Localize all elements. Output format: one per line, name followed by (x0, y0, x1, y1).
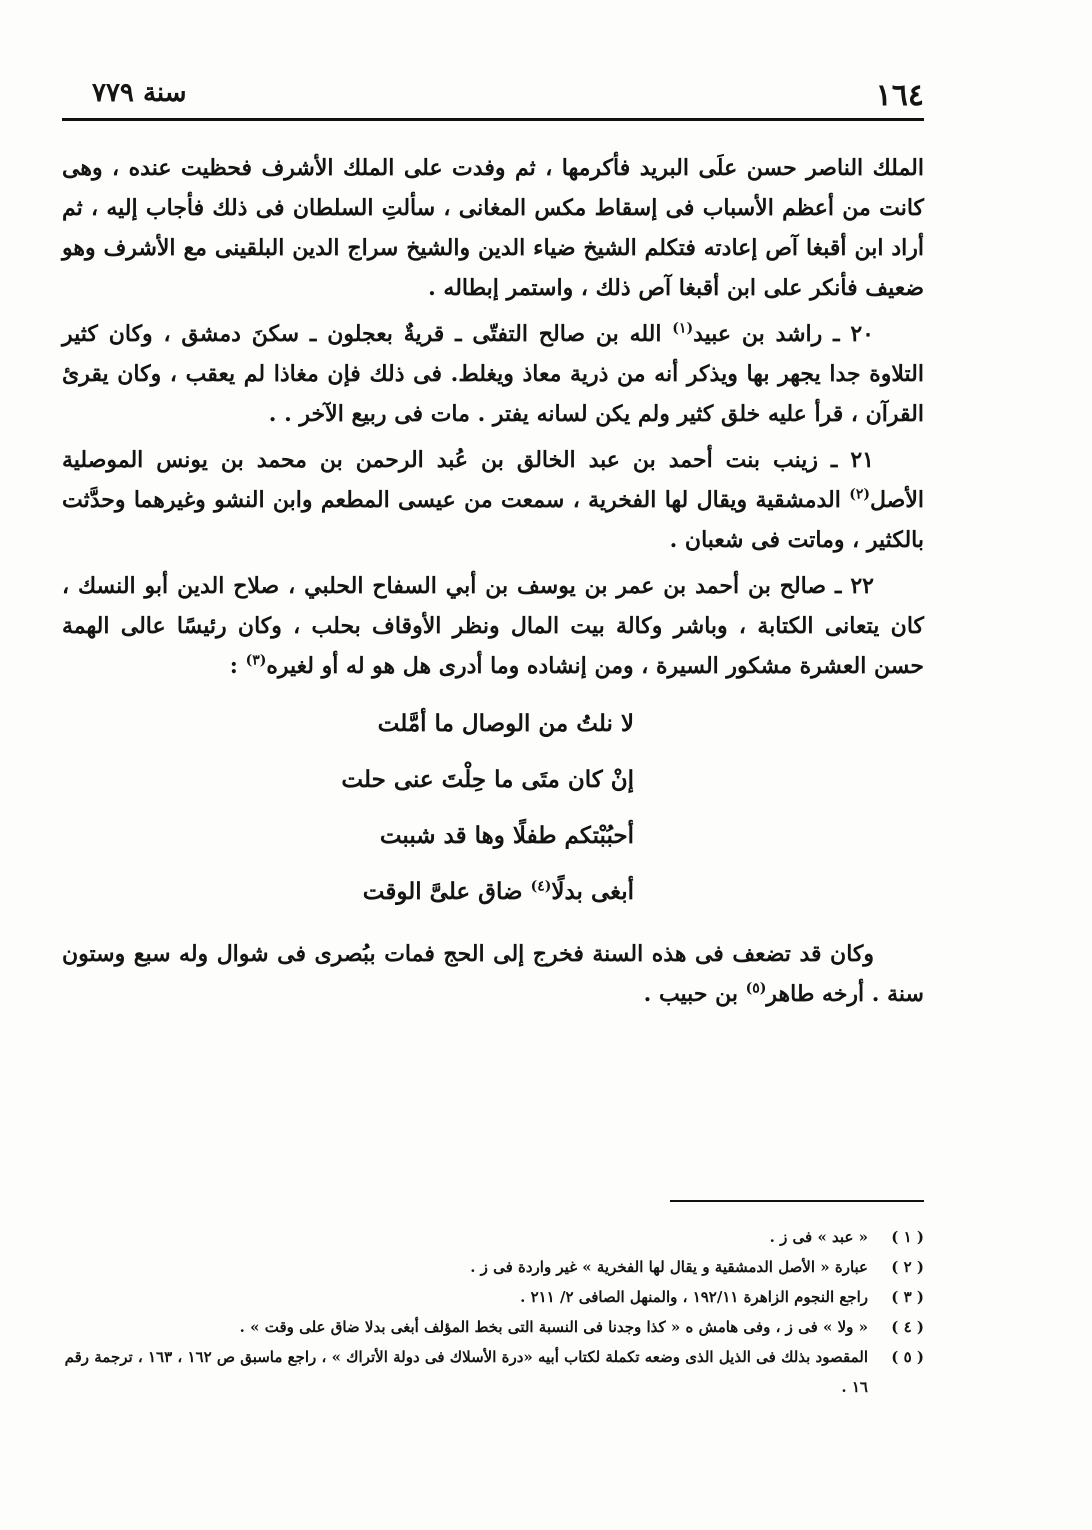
page-header (62, 72, 924, 122)
footnote-marker: ( ٥ ) (891, 1348, 924, 1366)
footnote-rule (670, 1200, 924, 1202)
poem (62, 696, 924, 920)
footnote-text: « ولا » فى ز ، وفى هامش ه « كذا وجدنا فى النسبة التى بخط المؤلف أبغى بدلا ضاق على وقت » . (239, 1318, 868, 1336)
entry-number: ٢٢ (850, 573, 874, 599)
footnote-ref[interactable]: (٣) (245, 652, 267, 669)
footnote-marker: ( ١ ) (891, 1228, 924, 1246)
footnote-ref[interactable]: (٤) (530, 878, 552, 895)
entry-text: راشد بن عبيد (693, 321, 823, 347)
verse-text: أبغى بدلًا (551, 878, 634, 905)
footnote-2 (62, 1252, 924, 1282)
footnote-ref[interactable]: (٢) (849, 486, 870, 503)
entry-text: صالح بن أحمد بن عمر بن يوسف بن أبي السفاح الحلبي ، صلاح الدين أبو النسك ، كان يتعانى الكتابة ، وباشر وكالة بيت المال ونظر الأوقاف بحلب ، وكان رئيسًا عالى الهمة حسن العشرة مشكور السيرة ، ومن إنشاده وما أدرى هل هو له أو لغيره (62, 573, 924, 679)
footnote-text: راجع النجوم الزاهرة ١٩٢/١١ ، والمنهل الصافى ٢/ ٢١١ . (520, 1288, 868, 1306)
footnote-marker: ( ٢ ) (891, 1258, 924, 1276)
closing-text: بن حبيب . (643, 981, 746, 1007)
entry-number: ٢١ (850, 447, 874, 473)
poem-verse: لا نلتُ من الوصال ما أمَّلت (377, 710, 634, 737)
entry-number: ٢٠ (850, 321, 874, 347)
footnote-text: « عبد » فى ز . (769, 1228, 868, 1246)
main-text (62, 148, 924, 1020)
entry-text: الله بن صالح التفتّى ـ قريةٌ بعجلون ـ سكنَ دمشق ، وكان كثير التلاوة جدا يجهر بها ويذكر أنه من ذرية معاذ ويغلط. فى ذلك فإن مغاذا لم يعقب ، وكان يقرئ القرآن ، قرأ عليه خلق كثير ولم يكن لسانه يفتر . مات فى ربيع الآخر . . (62, 321, 925, 427)
entry-22 (62, 566, 924, 686)
entry-text: الدمشقية ويقال لها الفخرية ، سمعت من عيسى المطعم وابن النشو وغيرهما وحدَّثت بالكثير ، وماتت فى شعبان . (62, 487, 924, 553)
footnote-5 (62, 1342, 924, 1402)
running-head-year: سنة ٧٧٩ (92, 78, 187, 108)
poem-verse: أحبُبْتكم طفلًا وها قد شببت (379, 822, 634, 849)
header-rule (62, 118, 924, 121)
entry-dash: ـ (826, 573, 842, 599)
paragraph-continuation: الملك الناصر حسن علَى البريد فأكرمها ، ثم وفدت على الملك الأشرف فحظيت عنده ، وهى كانت من أعظم الأسباب فى إسقاط مكس المغانى ، سألتِ السلطان فى ذلك فأجاب إليه ، ثم أراد ابن أقبغا آص إعادته فتكلم الشيخ ضياء الدين والشيخ سراج الدين البلقينى مع الأشرف وهو ضعيف فأنكر على ابن أقبغا آص ذلك ، واستمر إبطاله . (62, 155, 924, 301)
footnote-ref[interactable]: (٥) (745, 980, 767, 997)
footnote-marker: ( ٣ ) (891, 1288, 924, 1306)
page-number: ١٦٤ (875, 78, 924, 113)
footnotes (62, 1222, 924, 1402)
footnote-ref[interactable]: (١) (672, 320, 694, 337)
footnote-1 (62, 1222, 924, 1252)
entry-20 (62, 314, 924, 434)
closing-paragraph (62, 934, 924, 1014)
footnote-4 (62, 1312, 924, 1342)
footnote-text: عبارة « الأصل الدمشقية و يقال لها الفخرية » غير واردة فى ز . (470, 1258, 868, 1276)
entry-dash: ـ (817, 447, 838, 473)
entry-text: زينب بنت أحمد بن عبد الخالق بن عُبد الرحمن بن محمد بن يونس الموصلية الأصل (62, 447, 924, 513)
closing-text: وكان قد تضعف فى هذه السنة فخرج إلى الحج فمات ببُصرى فى شوال وله سبع وستون سنة . أرخه طاهر (62, 941, 924, 1007)
footnote-text: المقصود بذلك فى الذيل الذى وضعه تكملة لكتاب أبيه «درة الأسلاك فى دولة الأتراك » ، راجع ماسبق ص ١٦٢ ، ١٦٣ ، ترجمة رقم ١٦ . (64, 1348, 868, 1396)
entry-21 (62, 440, 924, 560)
entry-dash: ـ (822, 321, 840, 347)
poem-verse: إنْ كان متَى ما حِلْتَ عنى حلت (341, 766, 634, 793)
footnote-3 (62, 1282, 924, 1312)
entry-text: : (229, 653, 246, 679)
verse-text: ضاق علىَّ الوقت (362, 878, 531, 905)
poem-verse (62, 864, 924, 920)
footnote-marker: ( ٤ ) (891, 1318, 924, 1336)
